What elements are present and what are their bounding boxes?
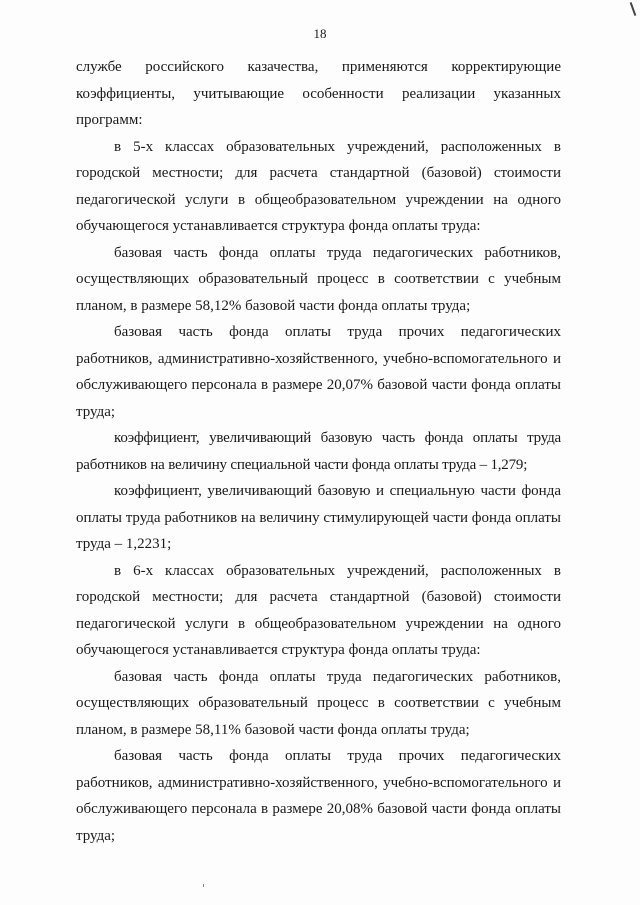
paragraph: базовая часть фонда оплаты труда прочих педагогических работников, административно-хозяйственного, учебно-вспомогательного и обслуживающего персонала в размере 20,07% базовой части фонда оплаты труда; — [76, 324, 561, 420]
paragraph: коэффициент, увеличивающий базовую и специальную части фонда оплаты труда работников на величину стимулирующей части фонда оплаты труда – 1,2231; — [76, 483, 561, 552]
scan-mark — [630, 2, 637, 16]
body-text — [76, 54, 561, 849]
paragraph: в 5-х классах образовательных учреждений, расположенных в городской местности; для расчета стандартной (базовой) стоимости педагогической услуги в общеобразовательном учреждении на одного обучающегося устанавливается структура фонда оплаты труда: — [76, 138, 561, 234]
paragraph: базовая часть фонда оплаты труда педагогических работников, осуществляющих образовательный процесс в соответствии с учебным планом, в размере 58,11% базовой части фонда оплаты труда; — [76, 668, 561, 738]
paragraph: службе российского казачества, применяются корректирующие коэффициенты, учитывающие особенности реализации указанных программ: — [76, 59, 561, 128]
page-number: 18 — [313, 26, 327, 41]
paragraph: в 6-х классах образовательных учреждений, расположенных в городской местности; для расчета стандартной (базовой) стоимости педагогической услуги в общеобразовательном учреждении на одного обучающегося устанавливается структура фонда оплаты труда: — [76, 562, 561, 658]
paragraph: базовая часть фонда оплаты труда прочих педагогических работников, административно-хозяйственного, учебно-вспомогательного и обслуживающего персонала в размере 20,08% базовой части фонда оплаты труда; — [76, 748, 561, 844]
paragraph: базовая часть фонда оплаты труда педагогических работников, осуществляющих образовательный процесс в соответствии с учебным планом, в размере 58,12% базовой части фонда оплаты труда; — [76, 244, 561, 314]
scan-speck — [203, 884, 204, 887]
paragraph: коэффициент, увеличивающий базовую часть фонда оплаты труда работников на величину специальной части фонда оплаты труда – 1,279; — [76, 430, 561, 473]
